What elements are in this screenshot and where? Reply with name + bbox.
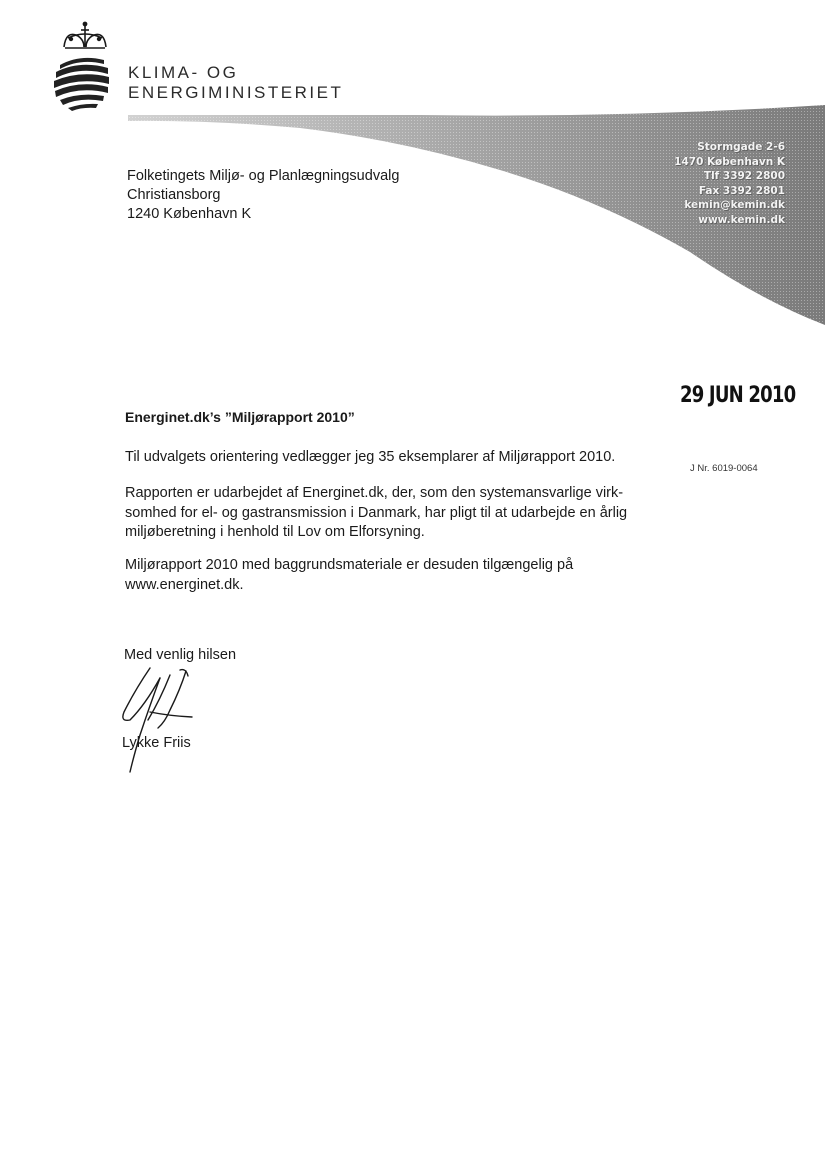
recipient-line: 1240 København K — [127, 206, 252, 222]
journal-number: J Nr. 6019-0064 — [690, 463, 758, 474]
signature-icon — [123, 668, 192, 772]
body-line: www.energinet.dk. — [125, 576, 244, 593]
contact-address: Stormgade 2-6 — [697, 141, 785, 153]
ministry-name — [128, 63, 343, 103]
closing-greeting: Med venlig hilsen — [124, 647, 237, 663]
contact-fax: Fax 3392 2801 — [698, 184, 785, 197]
body-line: Miljørapport 2010 med baggrundsmateriale er desuden tilgængelig på — [125, 557, 574, 573]
ministry-name-line2: ENERGIMINISTERIET — [128, 83, 344, 102]
recipient-address — [127, 167, 399, 224]
contact-block — [674, 140, 785, 227]
crown-icon — [64, 22, 106, 48]
globe-logo-icon — [54, 58, 109, 111]
body-line: Til udvalgets orientering vedlægger jeg 35 eksemplarer af Miljørapport 2010. — [125, 449, 616, 465]
contact-website: www.kemin.dk — [698, 213, 785, 226]
signer-name: Lykke Friis — [122, 735, 191, 751]
ministry-name-line1: KLIMA- OG — [128, 63, 239, 82]
recipient-line: Christiansborg — [127, 187, 221, 203]
recipient-line: Folketingets Miljø- og Planlægningsudvalg — [127, 168, 400, 184]
body-paragraph-2 — [125, 484, 685, 543]
body-paragraph-1 — [125, 448, 685, 468]
body-line: Rapporten er udarbejdet af Energinet.dk, der, som den systemansvarlige virk- — [125, 485, 624, 501]
letter-subject: Energinet.dk’s ”Miljørapport 2010” — [125, 409, 355, 425]
body-line: somhed for el- og gastransmission i Danmark, har pligt til at udarbejde en årlig — [125, 504, 628, 521]
body-line: miljøberetning i henhold til Lov om Elforsyning. — [125, 524, 425, 540]
body-paragraph-3 — [125, 556, 685, 595]
contact-city: 1470 København K — [674, 155, 785, 168]
contact-phone: Tlf 3392 2800 — [703, 170, 785, 182]
contact-email: kemin@kemin.dk — [684, 199, 785, 211]
date-stamp: 29 JUN 2010 — [680, 383, 796, 408]
